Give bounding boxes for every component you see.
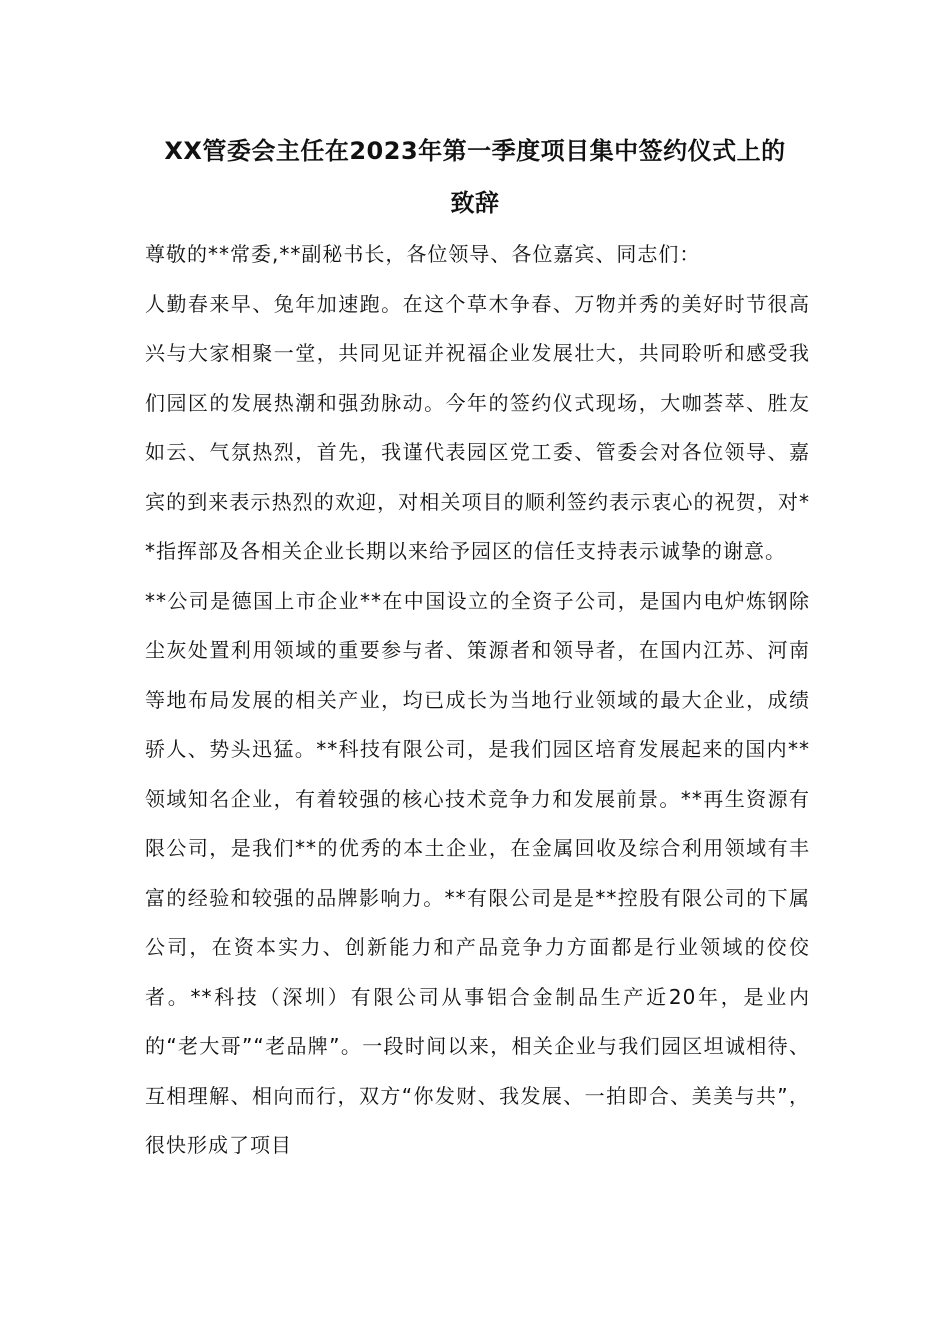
- document-title-line-2: 致辞: [450, 189, 500, 217]
- body-paragraph: **公司是德国上市企业**在中国设立的全资子公司，是国内电炉炼钢除尘灰处置利用领域的重要参与者、策源者和领导者，在国内江苏、河南等地布局发展的相关产业，均已成长为当地行业领域的最大企业，成绩骄人、势头迅猛。**科技有限公司，是我们园区培育发展起来的国内**领域知名企业，有着较强的核心技术竞争力和发展前景。**再生资源有限公司，是我们**的优秀的本土企业，在金属回收及综合利用领域有丰富的经验和较强的品牌影响力。**有限公司是是**控股有限公司的下属公司，在资本实力、创新能力和产品竞争力方面都是行业领域的佼佼者。**科技（深圳）有限公司从事铝合金制品生产近20年，是业内的“老大哥”“老品牌”。一段时间以来，相关企业与我们园区坦诚相待、互相理解、相向而行，双方“你发财、我发展、一拍即合、美美与共”，很快形成了项目: [145, 588, 810, 1157]
- document-title-line-1: XX管委会主任在2023年第一季度项目集中签约仪式上的: [164, 137, 786, 165]
- document-body: [145, 230, 810, 1171]
- salutation-paragraph: 尊敬的**常委,**副秘书长，各位领导、各位嘉宾、同志们：: [145, 242, 701, 266]
- body-paragraph: 人勤春来早、兔年加速跑。在这个草木争春、万物并秀的美好时节很高兴与大家相聚一堂，共同见证并祝福企业发展壮大，共同聆听和感受我们园区的发展热潮和强劲脉动。今年的签约仪式现场，大咖荟萃、胜友如云、气氛热烈，首先，我谨代表园区党工委、管委会对各位领导、嘉宾的到来表示热烈的欢迎，对相关项目的顺利签约表示衷心的祝贺，对**指挥部及各相关企业长期以来给予园区的信任支持表示诚挚的谢意。: [145, 291, 810, 563]
